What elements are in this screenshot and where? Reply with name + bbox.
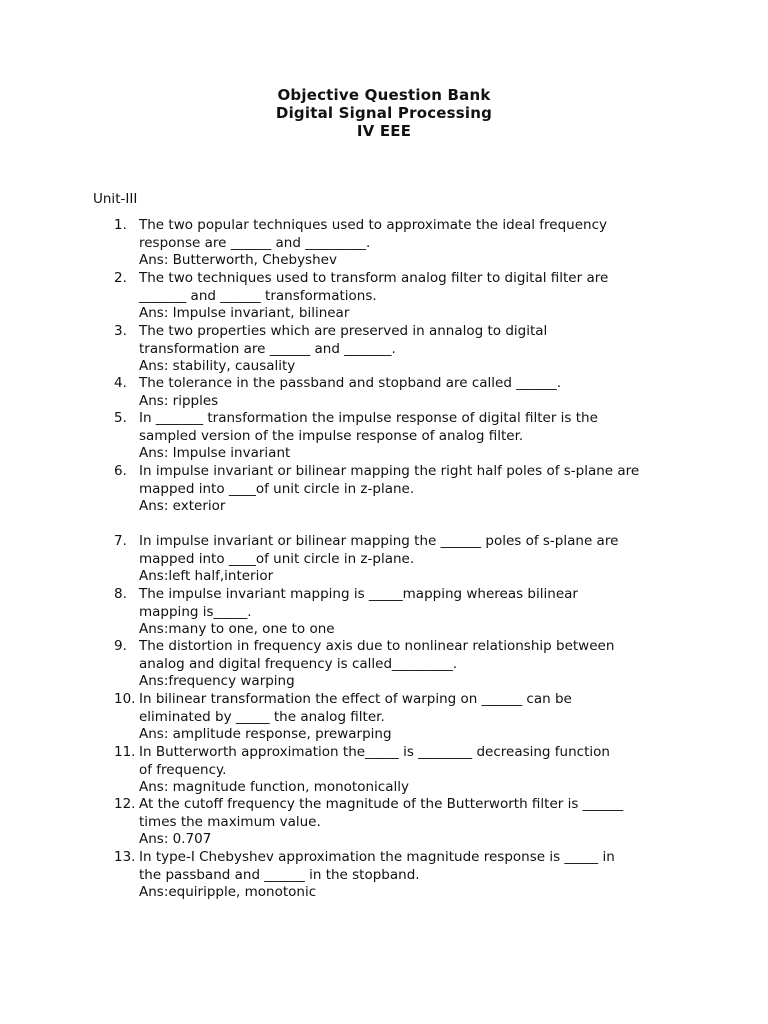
question-number: 13. (114, 849, 136, 865)
question-text-line: of frequency. (139, 761, 227, 778)
question-text-line: In Butterworth approximation the_____ is ________ decreasing function (139, 744, 610, 760)
question-number: 10. (114, 691, 136, 707)
question-text-line: sampled version of the impulse response of analog filter. (139, 427, 524, 444)
unit-heading: Unit-III (93, 191, 138, 207)
question-number: 2. (114, 270, 127, 286)
answer-line: Ans:equiripple, monotonic (139, 884, 317, 900)
question-text-line: The two properties which are preserved in annalog to digital (139, 323, 548, 339)
document-title (0, 86, 768, 140)
question-number: 6. (114, 463, 127, 479)
answer-line: Ans: magnitude function, monotonically (139, 779, 409, 795)
question-text-line: The tolerance in the passband and stopband are called ______. (139, 375, 562, 391)
question-number: 8. (114, 586, 127, 602)
title-line-3: IV EEE (356, 122, 412, 140)
question-number: 4. (114, 375, 127, 391)
question-number: 9. (114, 638, 127, 654)
question-text-line: The impulse invariant mapping is _____mapping whereas bilinear (139, 586, 578, 602)
answer-line: Ans: amplitude response, prewarping (139, 726, 392, 742)
question-text-line: In impulse invariant or bilinear mapping the right half poles of s-plane are (139, 463, 640, 479)
question-number: 1. (114, 217, 127, 233)
question-number: 3. (114, 323, 127, 339)
question-text-line: In type-I Chebyshev approximation the magnitude response is _____ in (139, 849, 615, 865)
question-text-line: eliminated by _____ the analog filter. (139, 708, 385, 725)
question-text-line: times the maximum value. (139, 813, 321, 830)
answer-line: Ans:left half,interior (139, 568, 274, 584)
answer-line: Ans: Butterworth, Chebyshev (139, 252, 337, 268)
question-text-line: _______ and ______ transformations. (139, 287, 377, 304)
question-number: 11. (114, 744, 136, 760)
question-number: 5. (114, 410, 127, 426)
question-text-line: mapped into ____of unit circle in z-plane. (139, 550, 415, 567)
answer-line: Ans:frequency warping (139, 673, 295, 689)
title-line-2: Digital Signal Processing (275, 104, 493, 122)
question-text-line: transformation are ______ and _______. (139, 340, 396, 357)
answer-line: Ans: Impulse invariant, bilinear (139, 305, 350, 321)
title-line-1: Objective Question Bank (277, 86, 491, 104)
answer-line: Ans: ripples (139, 392, 219, 409)
answer-line: Ans: 0.707 (139, 831, 212, 847)
question-number: 12. (114, 796, 136, 812)
question-number: 7. (114, 533, 127, 549)
question-text-line: In bilinear transformation the effect of warping on ______ can be (139, 691, 572, 707)
question-text-line: the passband and ______ in the stopband. (139, 866, 420, 883)
answer-line: Ans:many to one, one to one (139, 621, 335, 637)
question-text-line: analog and digital frequency is called_________. (139, 655, 458, 672)
answer-line: Ans: stability, causality (139, 358, 296, 374)
question-text-line: The two techniques used to transform analog filter to digital filter are (139, 270, 609, 286)
question-text-line: The distortion in frequency axis due to nonlinear relationship between (139, 638, 615, 654)
answer-line: Ans: Impulse invariant (139, 445, 291, 461)
question-text-line: At the cutoff frequency the magnitude of the Butterworth filter is ______ (139, 796, 624, 812)
question-text-line: The two popular techniques used to approximate the ideal frequency (139, 217, 608, 233)
question-text-line: mapped into ____of unit circle in z-plane. (139, 480, 415, 497)
question-text-line: In _______ transformation the impulse response of digital filter is the (139, 410, 598, 426)
question-text-line: mapping is_____. (139, 603, 252, 620)
question-text-line: response are ______ and _________. (139, 234, 371, 251)
answer-line: Ans: exterior (139, 498, 226, 514)
question-text-line: In impulse invariant or bilinear mapping the ______ poles of s-plane are (139, 533, 619, 549)
